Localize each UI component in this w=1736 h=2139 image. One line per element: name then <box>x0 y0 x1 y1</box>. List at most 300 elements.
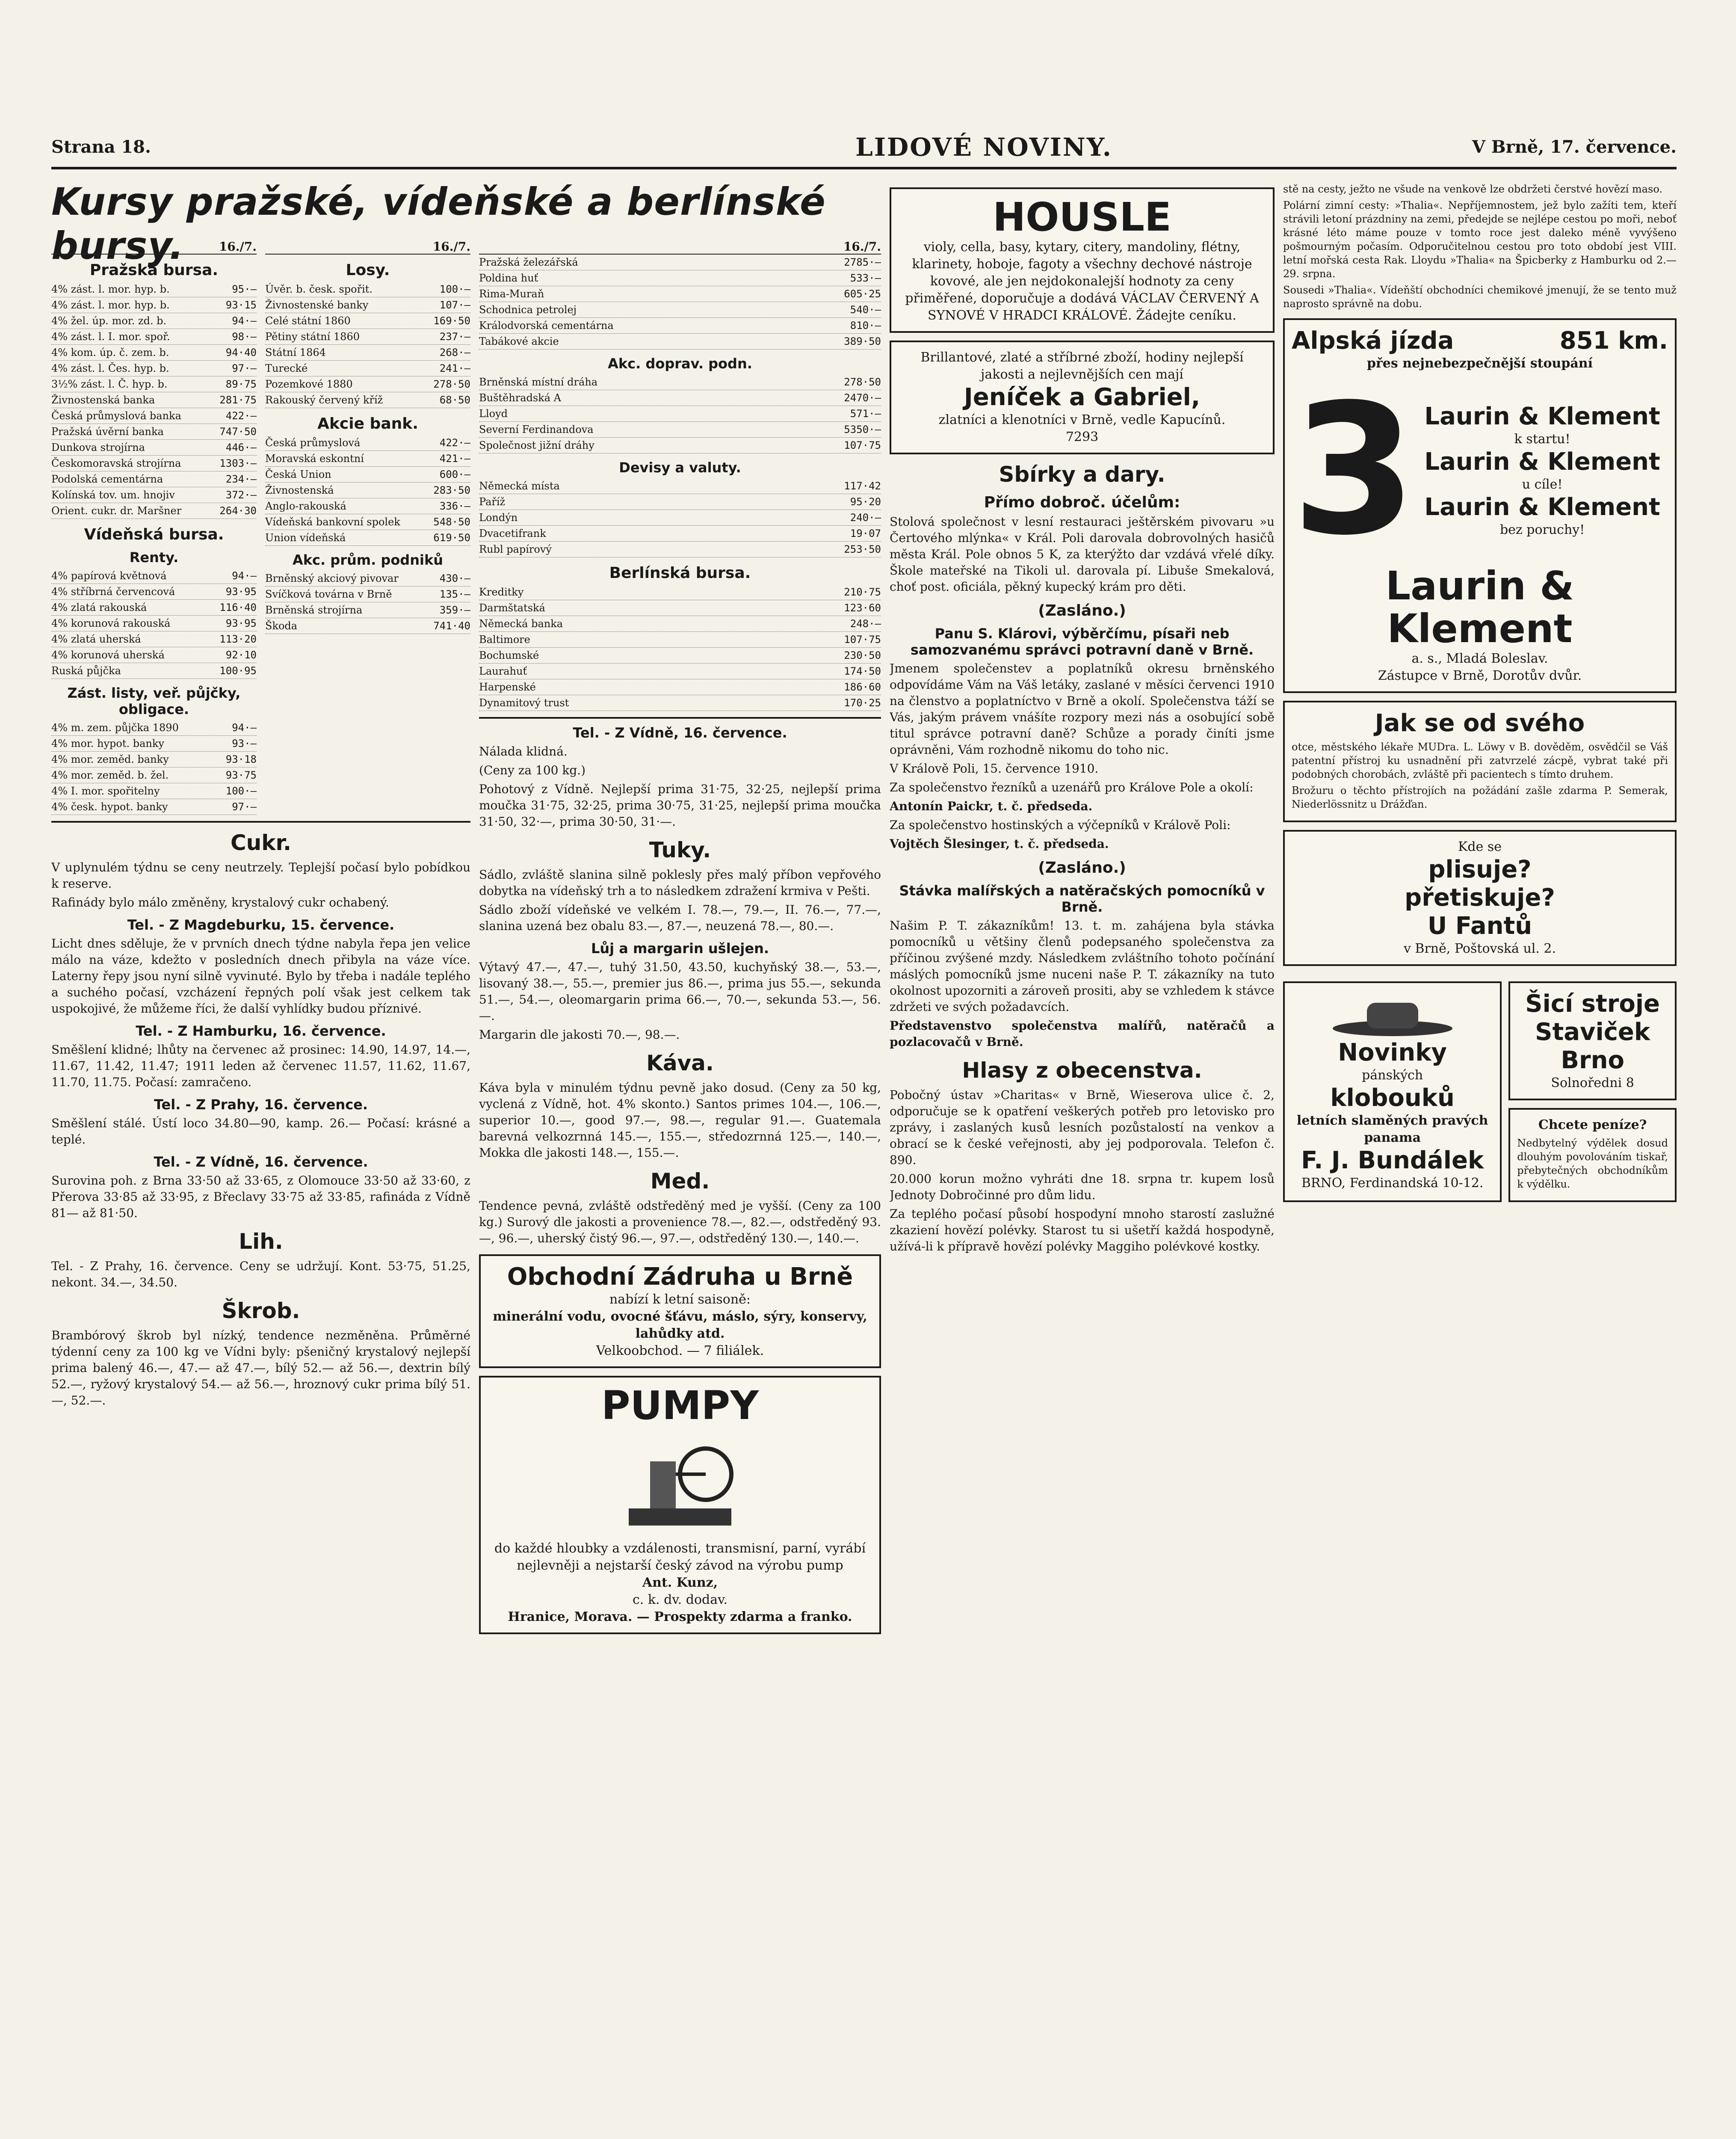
novinky-title: Novinky <box>1338 1039 1447 1067</box>
quote-name: Brněnská místní dráha <box>479 376 598 388</box>
vienna-dateline: Tel. - Z Vídně, 16. července. <box>154 1154 368 1170</box>
quote-row <box>51 297 257 313</box>
quote-row <box>265 514 470 530</box>
zadruha-title: Obchodní Zádruha u Brně <box>507 1263 853 1291</box>
quote-name: Laurahuť <box>479 665 527 677</box>
quote-date: 16./7. <box>51 240 257 255</box>
quote-value: 1303·— <box>219 457 257 469</box>
quote-row <box>51 631 257 647</box>
quote-name: Německá místa <box>479 480 560 492</box>
quote-name: Státní 1864 <box>265 347 326 358</box>
quote-row <box>265 451 470 467</box>
quote-row <box>51 424 257 440</box>
stock-exchange-banner: Kursy pražské, vídeňské a berlínské bursy. <box>51 180 826 268</box>
quote-value: 230·50 <box>844 649 881 661</box>
grain-dateline: Tel. - Z Vídně, 16. července. <box>573 725 787 741</box>
quote-value: 93·— <box>232 738 257 750</box>
coffee-paragraph: Káva byla v minulém týdnu pevně jako dosud. (Ceny za 50 kg, vyclená z Vídně, hot. 4% skonto.) Santos primes 104.—, 106.—, superior 10.—, good 97.—, 98.—, regular 91.—. Guatemala barevná velkozrnná 145.—, 155.—, středozrnná 125.—, 140.—, Mokka dle jakosti 148.—, 155.—. <box>479 1081 881 1160</box>
stavka-paragraph: Našim P. T. zákazníkům! 13. t. m. zahájena byla stávka pomocníků u většiny členů podepsaného společenstva za příčinou zvýšené mzdy. Následkem zvláštního tohoto počínání máslých pomocníků jsme nuceni naše P. T. zákazníky na tuto okolnost upozorniti a zároveň prositi, aby se vzhledem k stávce zdržeti ve svých požadavcích. <box>890 918 1275 1014</box>
quote-row <box>479 542 881 557</box>
quote-value: 422·— <box>439 437 470 449</box>
quote-name: Králodvorská cementárna <box>479 320 614 332</box>
quote-name: Pražská úvěrní banka <box>51 426 164 438</box>
alpine-km: 851 km. <box>1559 327 1668 355</box>
praha-paragraph: Směšlení stálé. Ústí loco 34.80—90, kamp. 26.— Počasí: krásné a teplé. <box>51 1116 470 1147</box>
sici-4: Solnoředni 8 <box>1551 1075 1634 1090</box>
quote-name: Brněnská strojírna <box>265 604 363 616</box>
quote-row <box>479 270 881 286</box>
quote-name: Rubl papírový <box>479 543 552 555</box>
hamburg-paragraph: Směšlení klidné; lhůty na červenec až prosinec: 14.90, 14.97, 14.—, 11.67, 11.42, 11.47; 1911 leden až červenec 11.57, 11.62, 11.67, 11.70, 11.75. Počasí: zamračeno. <box>51 1043 470 1089</box>
quote-name: Živnostenská banka <box>51 394 155 406</box>
quote-name: 4% korunová uherská <box>51 649 165 661</box>
quote-value: 98·— <box>232 331 257 343</box>
sugar-title: Cukr. <box>230 830 292 855</box>
oil-paragraph: Výtavý 47.—, 47.—, tuhý 31.50, 43.50, kuchyňský 38.—, 53.—, lisovaný 38.—, 55.—, premier jus 86.—, prima jus 55.—, sekunda 51.—, 54.—, oleomargarin prima 66.—, 70.—, sekunda 53.—, 56.—. <box>479 960 881 1023</box>
quote-row <box>51 313 257 329</box>
quote-value: 241·— <box>439 362 470 374</box>
prague-quotes <box>51 240 257 815</box>
novinky-2: pánských <box>1362 1068 1423 1083</box>
zadruha-sub: nabízí k letní saisoně: <box>609 1292 751 1307</box>
quote-value: 278·50 <box>433 378 470 390</box>
quote-value: 169·50 <box>433 315 470 327</box>
pumpy-title: PUMPY <box>601 1383 759 1428</box>
column-prague-berlin <box>479 240 881 2139</box>
pumpy-firm: Ant. Kunz, <box>642 1575 718 1590</box>
quote-row <box>51 329 257 345</box>
quote-row <box>479 374 881 390</box>
coffee-title: Káva. <box>646 1051 714 1075</box>
transport-title: Akc. doprav. podn. <box>608 356 752 372</box>
lots-title: Losy. <box>346 261 390 279</box>
quote-row <box>479 695 881 711</box>
pumpy-firm2: c. k. dv. dodav. <box>632 1592 728 1607</box>
pumpy-text: do každé hloubky a vzdálenosti, transmisní, parní, vyrábí nejlevněji a nejstarší český závod na výrobu pump <box>494 1541 866 1573</box>
quote-name: Brněnský akciový pivovar <box>265 572 399 584</box>
quote-value: 264·30 <box>219 505 257 517</box>
quote-value: 372·— <box>225 489 257 501</box>
honey-paragraph: Tendence pevná, zvláště odstředěný med je vyšší. (Ceny za 100 kg.) Surový dle jakosti a provenience 78.—, 82.—, odstředěný 93.—, 96.—, uherský čistý 96.—, 97.—, odstředěný 130.—, 140.—. <box>479 1199 881 1245</box>
magdeburg-dateline: Tel. - Z Magdeburku, 15. července. <box>127 917 395 933</box>
quote-name: Pražská železářská <box>479 256 578 268</box>
sugar-paragraph: V uplynulém týdnu se ceny neutrzely. Teplejší počasí bylo pobídkou k reserve. <box>51 860 470 891</box>
quote-value: 389·50 <box>844 335 881 347</box>
quote-name: Dunkova strojírna <box>51 441 145 453</box>
quote-name: 4% mor. zeměd. banky <box>51 753 169 765</box>
ad-laurin-klement <box>1283 318 1677 693</box>
quote-name: Union vídeňská <box>265 532 346 544</box>
quote-name: Česká Union <box>265 468 331 480</box>
quote-value: 210·75 <box>844 586 881 598</box>
quote-name: Severní Ferdinandova <box>479 424 594 436</box>
klarovi-paragraph: Jmenem společenstev a poplatníků okresu brněnského odpovídáme Vám na Váš letáky, zaslané v měsíci červenci 1910 na členstvo a poplatníctvo v Brně a okolí. Společenstva táží se Vás, jakým právem vnášíte rozpory mezi nás a osobující sobě titul správce potravní daně? Schůze a porady činíti jsme oprávněni, Vám rozhodně nikomu do toho nic. <box>890 661 1275 757</box>
laurin-branch: Zástupce v Brně, Dorotův dvůr. <box>1378 668 1582 683</box>
quote-name: 4% žel. úp. mor. zd. b. <box>51 315 167 327</box>
quote-value: 100·95 <box>219 665 257 677</box>
quote-value: 94·— <box>232 315 257 327</box>
column-quotes <box>51 240 470 2139</box>
plisuje-3: přetiskuje? <box>1405 884 1555 912</box>
quote-name: 4% I. mor. spořitelny <box>51 785 160 797</box>
jak-paragraph: otce, městského lékaře MUDra. L. Löwy v B. dověděm, osvědčil se Váš patentní přístroj ku usnadnění při zatvrzelé zácpě, vybrat také při podobných chorobách, zvláště při pacientech s tímto druhem. <box>1292 741 1668 780</box>
quote-date-3: 16./7. <box>479 240 881 255</box>
quote-row <box>51 281 257 297</box>
quote-name: Podolská cementárna <box>51 473 163 485</box>
zaslano-label-2: (Zasláno.) <box>1038 859 1126 877</box>
predseda-2: Vojtěch Šlesinger, t. č. předseda. <box>890 837 1109 851</box>
quote-row <box>479 494 881 510</box>
quote-name: Dynamitový trust <box>479 697 569 709</box>
flour-paragraph: Pohotový z Vídně. Nejlepší prima 31·75, 32·25, nejlepší prima moučka 31·75, 32·25, prima 30·75, 31·25, nejlepší prima moučka 31·50, 32·—, prima 30·50, 31·—. <box>479 782 881 829</box>
quote-row <box>265 530 470 546</box>
zadruha-tail: Velkoobchod. — 7 filiálek. <box>596 1343 764 1358</box>
masthead: LIDOVÉ NOVINY. <box>855 133 1112 162</box>
quote-row <box>265 281 470 297</box>
quote-value: 571·— <box>850 408 881 420</box>
quote-name: Harpenské <box>479 681 536 693</box>
quote-value: 278·50 <box>844 376 881 388</box>
quote-row <box>51 568 257 584</box>
lih-title: Lih. <box>239 1229 283 1254</box>
kralove-pole: V Králově Poli, 15. července 1910. <box>890 761 1099 776</box>
quote-value: 268·— <box>439 347 470 358</box>
zadruha-items: minerální vodu, ovocné šťávu, máslo, sýry, konservy, lahůdky atd. <box>493 1309 867 1341</box>
quote-row <box>265 618 470 634</box>
quote-value: 281·75 <box>219 394 257 406</box>
column-ads <box>1283 180 1677 2139</box>
quote-value: 747·50 <box>219 426 257 438</box>
quote-row <box>51 767 257 783</box>
quote-row <box>479 510 881 526</box>
quote-row <box>479 255 881 270</box>
pump-illustration <box>612 1427 748 1538</box>
quote-row <box>51 456 257 471</box>
jak-title: Jak se od svého <box>1375 709 1585 737</box>
magdeburg-paragraph: Licht dnes sděluje, že v prvních dnech týdne nabyla řepa jen velice málo na váze, kdežto v posledních dnech přibyla na váze více. Laterny řepy jsou nyní silně vyvinuté. Bylo by třeba i nadále teplého a suchého počasí, vzcházení řepných polí však jest celkem tak uspokojivé, že můžeme říci, že další vyhlídky budou příznivé. <box>51 936 470 1016</box>
quote-row <box>479 438 881 453</box>
alpine-title: Alpská jízda <box>1292 327 1454 355</box>
quote-value: 2785·— <box>844 256 881 268</box>
skrob-title: Škrob. <box>222 1298 300 1323</box>
quote-name: Společnost jižní dráhy <box>479 439 594 451</box>
quote-name: Rakouský červený kříž <box>265 394 383 406</box>
quote-value: 94·— <box>232 722 257 734</box>
predseda-1: Antonín Paickr, t. č. předseda. <box>890 799 1093 813</box>
quote-row <box>479 616 881 632</box>
quote-row <box>479 526 881 542</box>
quote-name: 4% mor. hypot. banky <box>51 738 164 750</box>
quote-name: 4% zást. l. mor. hyp. b. <box>51 299 170 311</box>
vienna-obligations-title: Zást. listy, veř. půjčky, obligace. <box>67 685 241 717</box>
quote-name: Úvěr. b. česk. spořit. <box>265 283 373 295</box>
chcete-paragraph: Nedbytelný výdělek dosud dlouhým povolováním tiskař, přebytečných obchodníkům k výdělku. <box>1517 1137 1668 1190</box>
skrob-paragraph: Brambórový škrob byl nízký, tendence nezměněna. Průměrné týdenní ceny za 100 kg ve Vídni byly: pšeničný krystalový nejlepší prima balený 46.—, 47.— až 47.—, bílý 52.— až 56.—, dextrin bílý 52.—, ryžový krystalový 54.— až 56.—, hroznový cukr prima bílý 51.—, 52.—. <box>51 1328 470 1407</box>
quote-value: 248·— <box>850 618 881 630</box>
honey-title: Med. <box>650 1169 710 1194</box>
quote-name: Baltimore <box>479 634 530 646</box>
lots-and-shares <box>265 240 470 815</box>
quote-value: 107·75 <box>844 634 881 646</box>
margarin-paragraph: Margarin dle jakosti 70.—, 98.—. <box>479 1028 680 1042</box>
quote-name: 4% korunová rakouská <box>51 617 171 629</box>
quote-name: 4% zlatá uherská <box>51 633 141 645</box>
chcete-title: Chcete peníze? <box>1538 1117 1647 1132</box>
quote-name: Pětiny státní 1860 <box>265 331 360 343</box>
quote-value: 123·60 <box>844 602 881 614</box>
quote-row <box>51 720 257 736</box>
quote-row <box>479 390 881 406</box>
quote-name: Orient. cukr. dr. Maršner <box>51 505 182 517</box>
quote-row <box>51 345 257 361</box>
quote-row <box>479 600 881 616</box>
quote-value: 117·42 <box>844 480 881 492</box>
quote-value: 135·— <box>439 588 470 600</box>
quote-subcolumns <box>51 240 470 815</box>
quote-value: 619·50 <box>433 532 470 544</box>
quote-name: Moravská eskontní <box>265 453 364 465</box>
quote-value: 186·60 <box>844 681 881 693</box>
fats-paragraph: Sádlo, zvláště slanina silně poklesly přes malý příbon vepřového dobytka na vídeňský trh a to následkem zdražení krmiva v Pešti. <box>479 868 881 898</box>
quote-name: Svíčková továrna v Brně <box>265 588 392 600</box>
quote-value: 540·— <box>850 304 881 316</box>
oil-title: Lůj a margarin ušlejen. <box>591 940 769 957</box>
quote-name: Německá banka <box>479 618 563 630</box>
plisuje-5: v Brně, Poštovská ul. 2. <box>1403 941 1556 956</box>
quote-value: 430·— <box>439 572 470 584</box>
quote-name: Kreditky <box>479 586 524 598</box>
laurin-company: a. s., Mladá Boleslav. <box>1411 651 1548 666</box>
quote-value: 68·50 <box>439 394 470 406</box>
ad-plisuje <box>1283 830 1677 966</box>
quote-value: 107·— <box>439 299 470 311</box>
quote-value: 94·— <box>232 570 257 582</box>
quote-value: 237·— <box>439 331 470 343</box>
ad-jeweler <box>890 341 1275 454</box>
spolecenstvo-2: Za společenstvo hostinských a výčepníků v Králově Poli: <box>890 818 1231 832</box>
quote-row <box>51 647 257 663</box>
quote-row <box>51 584 257 600</box>
laurin-brand-3: Laurin & Klement <box>1424 493 1660 521</box>
quote-name: 4% česk. hypot. banky <box>51 801 168 813</box>
quote-row <box>51 736 257 752</box>
sici-2: Staviček <box>1535 1018 1650 1046</box>
quote-name: Poldina huť <box>479 272 538 284</box>
quote-row <box>265 602 470 618</box>
sbirky-paragraph: Stolová společnost v lesní restauraci ještěrském pivovaru »u Čertového mlýnka« v Král. Poli darovala dobrovolných hasičů města Král. Pole obnos 5 K, za kterýžto dar vzdává vřelé díky. Škole mateřské na Tikoli ul. darovala pí. Libuše Smekalová, choť post. oficiála, pěkný kupecký krám pro děti. <box>890 515 1275 594</box>
page-number: Strana 18. <box>51 137 151 157</box>
quote-name: 4% zást. l. I. mor. spoř. <box>51 331 170 343</box>
quote-value: 422·— <box>225 410 257 422</box>
quote-row <box>265 483 470 498</box>
quote-value: 359·— <box>439 604 470 616</box>
quote-row <box>479 664 881 679</box>
quote-name: Rima-Muraň <box>479 288 544 300</box>
ad-zadruha <box>479 1254 881 1368</box>
quote-name: Paříž <box>479 496 506 508</box>
quote-name: Česká průmyslová <box>265 437 361 449</box>
quote-value: 94·40 <box>225 347 257 358</box>
quote-name: 4% papírová květnová <box>51 570 167 582</box>
quote-value: 533·— <box>850 272 881 284</box>
quote-value: 234·— <box>225 473 257 485</box>
quote-row <box>265 467 470 483</box>
spolecenstvo-1: Za společenstvo řezníků a uzenářů pro Králove Pole a okolí: <box>890 780 1254 794</box>
quote-row <box>479 648 881 664</box>
quote-value: 240·— <box>850 512 881 524</box>
quote-row <box>265 571 470 587</box>
quote-value: 19·07 <box>850 527 881 539</box>
ad-chcete <box>1508 1108 1677 1202</box>
page-header <box>51 133 1677 169</box>
quote-row <box>265 297 470 313</box>
quote-name: Schodnica petrolej <box>479 304 577 316</box>
quote-row <box>265 435 470 451</box>
ad-novinky <box>1283 981 1502 1202</box>
jak-address: Brožuru o těchto přístrojích na požádání zašle zdarma P. Semerak, Niederlössnitz u Drážďan. <box>1292 785 1668 810</box>
quote-name: Darmštatská <box>479 602 545 614</box>
quote-value: 283·50 <box>433 484 470 496</box>
quote-name: Anglo-rakouská <box>265 500 346 512</box>
quote-name: 4% kom. úp. č. zem. b. <box>51 347 169 358</box>
quote-row <box>265 313 470 329</box>
laurin-tag-2: u cíle! <box>1522 477 1563 492</box>
quote-value: 600·— <box>439 468 470 480</box>
quote-row <box>479 334 881 350</box>
laurin-tag-1: k startu! <box>1514 432 1570 447</box>
teple-paragraph: Za teplého počasí působí hospodyní mnoho starostí zaslužné zkaziení hovězí polévky. Starost tu si ušetří každá hospodyně, užívá-li k přípravě hovězí polévky Maggiho polévkové kostky. <box>890 1207 1275 1253</box>
quote-name: Živnostenské banky <box>265 299 369 311</box>
vyhra-paragraph: 20.000 korun možno vyhráti dne 18. srpna tr. kupem losů Jednoty Dobročinné pro dům lidu. <box>890 1172 1275 1202</box>
quote-name: Vídeňská bankovní spolek <box>265 516 400 528</box>
quote-value: 421·— <box>439 453 470 465</box>
predstavenstvo: Představenstvo společenstva malířů, natěračů a pozlacovačů v Brně. <box>890 1019 1275 1049</box>
quote-value: 741·40 <box>433 620 470 632</box>
fats-title: Tuky. <box>649 838 711 862</box>
ad-housle <box>890 187 1275 333</box>
quote-name: Londýn <box>479 512 518 524</box>
berlin-title: Berlínská bursa. <box>609 564 751 582</box>
hamburg-dateline: Tel. - Z Hamburku, 16. července. <box>136 1023 386 1039</box>
quote-name: Dvacetifrank <box>479 527 546 539</box>
quote-value: 97·— <box>232 801 257 813</box>
plisuje-2: plisuje? <box>1428 856 1532 883</box>
quote-value: 5350·— <box>844 424 881 436</box>
hlasy-title: Hlasy z obecenstva. <box>962 1058 1202 1083</box>
quote-value: 93·18 <box>225 753 257 765</box>
quote-row <box>479 406 881 422</box>
quote-value: 605·25 <box>844 288 881 300</box>
quote-row <box>479 632 881 648</box>
quote-name: Celé státní 1860 <box>265 315 351 327</box>
col4-paragraph-3: Sousedi »Thalia«. Vídeňští obchodníci chemikové jmenují, že se tento muž naprosto správně na dobu. <box>1283 284 1677 310</box>
vienna-title: Vídeňská bursa. <box>84 526 224 543</box>
quote-row <box>479 679 881 695</box>
quote-name: Českomoravská strojírna <box>51 457 181 469</box>
quote-value: 93·15 <box>225 299 257 311</box>
quote-value: 446·— <box>225 441 257 453</box>
quote-name: 4% zást. l. Čes. hyp. b. <box>51 362 169 374</box>
hat-illustration <box>1328 990 1457 1037</box>
jeweler-no: 7293 <box>1065 430 1099 444</box>
lih-paragraph: Tel. - Z Prahy, 16. července. Ceny se udržují. Kont. 53·75, 51.25, nekont. 34.—, 34.50. <box>51 1259 470 1289</box>
quote-row <box>51 376 257 392</box>
zaslano-label: (Zasláno.) <box>1038 602 1126 619</box>
quote-value: 100·— <box>225 785 257 797</box>
price-note: (Ceny za 100 kg.) <box>479 763 586 777</box>
praha-dateline: Tel. - Z Prahy, 16. července. <box>154 1096 368 1113</box>
quote-name: Lloyd <box>479 408 508 420</box>
pumpy-city: Hranice, Morava. — Prospekty zdarma a franko. <box>508 1609 852 1624</box>
quote-name: Česká průmyslová banka <box>51 410 181 422</box>
laurin-tag-3: bez poruchy! <box>1499 522 1585 537</box>
housle-title: HOUSLE <box>993 194 1171 240</box>
quote-row <box>479 422 881 438</box>
lard-paragraph: Sádlo zboží vídeňské ve velkém I. 78.—, 79.—, II. 76.—, 77.—, slanina uzená bez obalu 83.—, 87.—, neuzená 78.—, 80.—. <box>479 903 881 933</box>
quote-name: 4% m. zem. půjčka 1890 <box>51 722 179 734</box>
quote-row <box>265 587 470 602</box>
ad-jak <box>1283 701 1677 822</box>
quote-value: 113·20 <box>219 633 257 645</box>
quote-name: 4% zást. l. mor. hyp. b. <box>51 283 170 295</box>
quote-row <box>479 302 881 318</box>
quote-row <box>51 471 257 487</box>
quote-value: 95·20 <box>850 496 881 508</box>
quote-row <box>265 361 470 376</box>
quote-row <box>51 392 257 408</box>
quote-value: 93·95 <box>225 617 257 629</box>
ad-pumpy <box>479 1376 881 1634</box>
laurin-brand-2: Laurin & Klement <box>1424 448 1660 476</box>
stavka-heading: Stávka malířských a natěračských pomocníků v Brně. <box>899 883 1265 915</box>
novinky-6: BRNO, Ferdinandská 10-12. <box>1301 1176 1484 1191</box>
quote-value: 548·50 <box>433 516 470 528</box>
col4-paragraph-1: stě na cesty, ježto ne všude na venkově lze obdržeti čerstvé hovězí maso. <box>1283 183 1662 195</box>
quote-row <box>479 478 881 494</box>
quote-row <box>265 329 470 345</box>
quote-value: 100·— <box>439 283 470 295</box>
quote-value: 89·75 <box>225 378 257 390</box>
laurin-brand-1: Laurin & Klement <box>1424 403 1660 430</box>
issue-date: V Brně, 17. července. <box>1472 137 1677 157</box>
sici-1: Šicí stroje <box>1525 990 1660 1018</box>
jeweler-name: Jeníček a Gabriel, <box>964 383 1201 411</box>
quote-date-2: 16./7. <box>265 240 470 255</box>
shares-title: Akcie bank. <box>317 415 418 433</box>
quote-value: 93·95 <box>225 586 257 598</box>
quote-value: 107·75 <box>844 439 881 451</box>
quote-name: Bochumské <box>479 649 539 661</box>
quote-value: 97·— <box>232 362 257 374</box>
housle-text: violy, cella, basy, kytary, citery, mandoliny, flétny, klarinety, hoboje, fagoty a všechny dechové nástroje kovové, ale jen nejdokonalejší hodnoty za ceny přiměřené, doporučuje a dodává VÁCLAV ČERVENÝ A SYNOVÉ V HRADCI KRÁLOVÉ. Žádejte ceníku. <box>905 240 1259 323</box>
quote-row <box>265 498 470 514</box>
quote-name: Buštěhradská A <box>479 392 561 404</box>
col4-paragraph-2: Polární zimní cesty: »Thalia«. Nepříjemnostem, jež bylo zažíti tem, kteří strávili letoní prázdniny na zemi, předejde se nejlépe cestou po moři, neboť krásné léto máme pouze v tomto roce jest daleko méně vyvýšeno pošmourným počasím. Odporučitelnou cestou pro toto období jest VIII. letní mořská cesta Rak. Lloydu »Thalia« na Špicberky z Hamburku od 2.—29. srpna. <box>1283 199 1677 280</box>
industry-title: Akc. prům. podniků <box>292 552 444 568</box>
quote-name: 4% stříbrná červencová <box>51 586 175 598</box>
quote-row <box>479 286 881 302</box>
quote-name: Kolínská tov. um. hnojiv <box>51 489 175 501</box>
quote-value: 92·10 <box>225 649 257 661</box>
quote-row <box>479 584 881 600</box>
quote-name: Ruská půjčka <box>51 665 121 677</box>
quote-name: Turecké <box>265 362 308 374</box>
vienna-rents-title: Renty. <box>129 549 179 566</box>
quote-value: 93·75 <box>225 769 257 781</box>
quote-row <box>51 663 257 679</box>
novinky-4: letních slaměných pravých panama <box>1296 1113 1488 1145</box>
klarovi-heading: Panu S. Klárovi, výběrčímu, písaři neb samozvanému správci potravní daně v Brně. <box>910 625 1254 658</box>
